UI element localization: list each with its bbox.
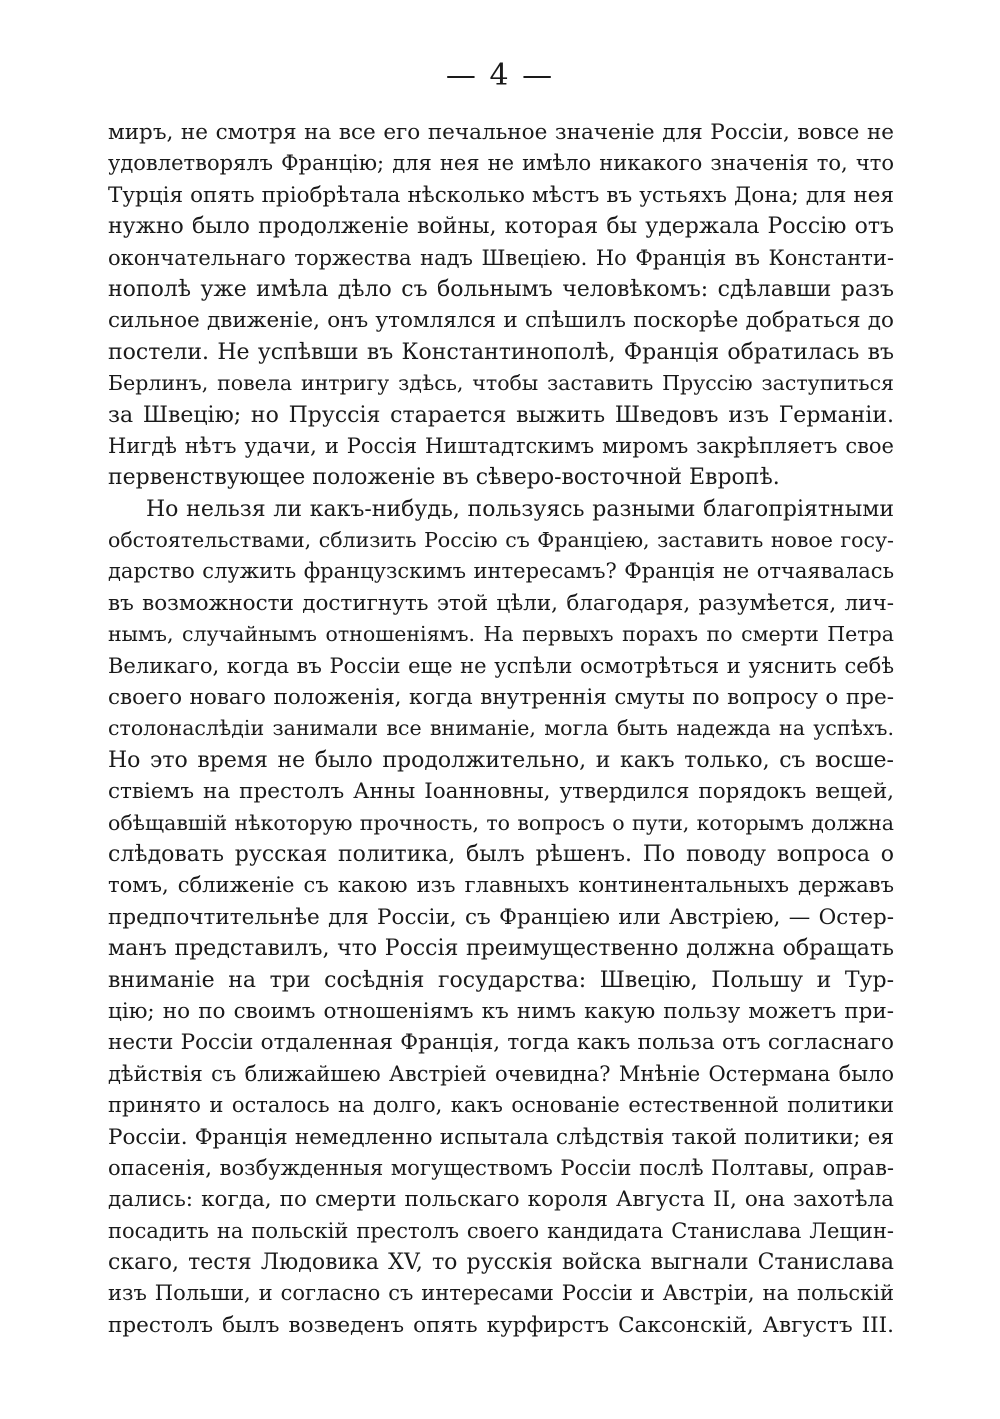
text-line: скаго, тестя Людовика XV, то русскія войска выгнали Станислава (108, 1250, 894, 1276)
text-line: престолъ былъ возведенъ опять курфирстъ Саксонскій, Августъ III. (108, 1312, 894, 1338)
text-line: первенствующее положеніе въ сѣверо-восточной Европѣ. (108, 465, 780, 491)
text-line: слѣдовать русская политика, былъ рѣшенъ. По поводу вопроса о (108, 841, 894, 867)
text-line: постели. Не успѣвши въ Константинополѣ, Франція обратилась въ (108, 339, 894, 365)
text-line: изъ Польши, и согласно съ интересами Россіи и Австріи, на польскій (108, 1281, 894, 1306)
text-line: дарство служить французскимъ интересамъ? Франція не отчаявалась (108, 559, 894, 584)
text-line: своего новаго положенія, когда внутреннія смуты по вопросу о пре- (108, 685, 894, 711)
text-line: принято и осталось на долго, какъ основаніе естественной политики (108, 1093, 894, 1118)
text-line: удовлетворялъ Францію; для нея не имѣло никакого значенія то, что (108, 151, 894, 176)
text-line: столонаслѣдіи занимали все вниманіе, могла быть надежда на успѣхъ. (108, 716, 894, 741)
text-line: окончательнаго торжества надъ Швеціею. Но Франція въ Константи- (108, 245, 894, 270)
text-line: Великаго, когда въ Россіи еще не успѣли осмотрѣться и уяснить себѣ (108, 653, 894, 678)
text-line: нополѣ уже имѣла дѣло съ больнымъ человѣкомъ: сдѣлавши разъ (108, 276, 894, 302)
text-line: Нигдѣ нѣтъ удачи, и Россія Ништадтскимъ миромъ закрѣпляетъ свое (108, 433, 894, 458)
text-line: ствіемъ на престолъ Анны Іоанновны, утвердился порядокъ вещей, (108, 779, 894, 805)
text-line: дѣйствія съ ближайшею Австріей очевидна? Мнѣніе Остермана было (108, 1061, 894, 1086)
text-line: нымъ, случайнымъ отношеніямъ. На первыхъ порахъ по смерти Петра (108, 622, 894, 647)
text-line: въ возможности достигнуть этой цѣли, благодаря, разумѣется, лич- (108, 590, 894, 616)
text-line: Но это время не было продолжительно, и какъ только, съ восше- (108, 747, 894, 773)
text-line: миръ, не смотря на все его печальное значеніе для Россіи, вовсе не (108, 120, 894, 145)
text-line: предпочтительнѣе для Россіи, съ Франціею или Австріею, — Остер- (108, 904, 894, 930)
text-line: сильное движеніе, онъ утомлялся и спѣшилъ поскорѣе добраться до (108, 308, 894, 334)
text-line: Турція опять пріобрѣтала нѣсколько мѣстъ въ устьяхъ Дона; для нея (108, 182, 894, 208)
text-line: Россіи. Франція немедленно испытала слѣдствія такой политики; ея (108, 1124, 894, 1150)
text-line: обѣщавшій нѣкоторую прочность, то вопросъ о пути, которымъ должна (108, 810, 894, 835)
text-line: дались: когда, по смерти польскаго короля Августа II, она захотѣла (108, 1187, 894, 1213)
text-line: Берлинъ, повела интригу здѣсь, чтобы заставить Пруссію заступиться (108, 371, 894, 396)
page-number: — 4 — (445, 58, 555, 93)
paragraph-1 (108, 117, 894, 494)
paragraph-2 (108, 494, 894, 1342)
body-text (108, 117, 894, 1341)
text-line: вниманіе на три сосѣднія государства: Швецію, Польшу и Тур- (108, 967, 894, 993)
text-line: манъ представилъ, что Россія преимущественно должна обращать (108, 936, 894, 962)
text-line: томъ, сближеніе съ какою изъ главныхъ континентальныхъ державъ (108, 873, 894, 898)
text-line: Но нельзя ли какъ-нибудь, пользуясь разными благопріятными (146, 496, 894, 522)
text-line: нести Россіи отдаленная Франція, тогда какъ польза отъ согласнаго (108, 1030, 894, 1056)
text-line: посадить на польскій престолъ своего кандидата Станислава Лещин- (108, 1218, 894, 1243)
text-line: цію; но по своимъ отношеніямъ къ нимъ какую пользу можетъ при- (108, 998, 894, 1024)
text-line: нужно было продолженіе войны, которая бы удержала Россію отъ (108, 214, 894, 240)
text-line: опасенія, возбужденныя могуществомъ Россіи послѣ Полтавы, оправ- (108, 1155, 894, 1180)
text-line: за Швецію; но Пруссія старается выжить Шведовъ изъ Германіи. (108, 402, 894, 428)
text-line: обстоятельствами, сблизить Россію съ Франціею, заставить новое госу- (108, 528, 894, 553)
